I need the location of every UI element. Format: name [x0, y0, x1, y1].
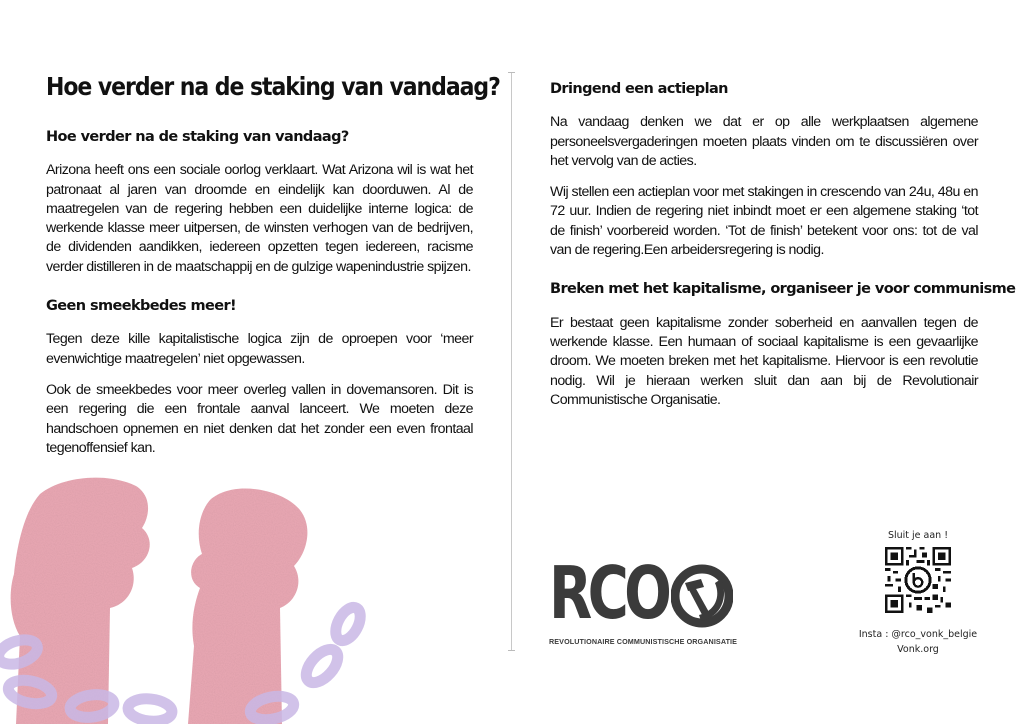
- section-heading-kapitalisme: Breken met het kapitalisme, organiseer je voor communisme: [550, 281, 1016, 298]
- paragraph-soberheid: Er bestaat geen kapitalisme zonder soberheid en aanvallen tegen de werkende klasse. Een humaan of sociaal kapitalisme is een gevaarlijke droom. We moeten breken met het kapitalisme. Hiervoor is een revolutie nodig. Wil je hieraan werken sluit dan aan bij de Revolutionair Communistische Organisatie.: [550, 314, 978, 408]
- join-heading: Sluit je aan !: [887, 530, 949, 541]
- divider-tick-top: [508, 72, 515, 73]
- logo-letters: RCO: [549, 551, 668, 635]
- right-fist-shape: [188, 489, 307, 724]
- divider-tick-bottom: [508, 650, 515, 651]
- section-heading-staking: Hoe verder na de staking van vandaag?: [46, 129, 349, 145]
- hammer-sickle-icon: [671, 563, 733, 629]
- paragraph-stakingen: Wij stellen een actieplan voor met stakingen in crescendo van 24u, 48u en 72 uur. Indien de regering niet inbindt moet er een algemene staking ‘tot de finish’ voorbereid worden. ‘Tot de finish’ betekent voor ons: tot de val van de regering.Een arbeidersregering is nodig.: [550, 184, 978, 259]
- right-column: [550, 80, 1016, 410]
- paragraph-kille-logica: Tegen deze kille kapitalistische logica zijn de oproepen voor ‘meer evenwichtige maatregelen’ niet opgewassen.: [46, 331, 473, 367]
- section-heading-smeekbedes: Geen smeekbedes meer!: [46, 298, 237, 315]
- left-fist-shape: [11, 478, 150, 724]
- website-link[interactable]: Vonk.org: [897, 644, 939, 655]
- qr-code-icon[interactable]: [885, 547, 951, 613]
- paragraph-overleg: Ook de smeekbedes voor meer overleg vallen in dovemansoren. Dit is een regering die een frontale aanval lanceert. We moeten deze handschoen opnemen en niet denken dat het zonder een even frontaal tegenoffensief kan.: [46, 381, 473, 456]
- rco-logo: [549, 551, 739, 649]
- page-title: Hoe verder na de staking van vandaag?: [46, 72, 500, 101]
- paragraph-arizona: Arizona heeft ons een sociale oorlog verklaart. Wat Arizona wil is wat het patronaat al jaren van droomde en eindelijk kan doorduwen. Al de maatregelen van de regering hebben een duidelijke interne logica: de werkende klasse meer uitpersen, de winsten verhogen van de bedrijven, de dividenden aandikken, iedereen opzetten tegen iedereen, racisme verder distilleren in de maatschappij en de gulzige wapenindustrie spijzen.: [46, 162, 473, 275]
- paragraph-na-vandaag: Na vandaag denken we dat er op alle werkplaatsen algemene personeelsvergaderingen moeten plaats vinden om te discussiëren over het vervolg van de acties.: [550, 114, 978, 169]
- column-divider: [511, 72, 512, 650]
- instagram-handle[interactable]: Insta : @rco_vonk_belgie: [858, 629, 978, 640]
- section-heading-actieplan: Dringend een actieplan: [550, 81, 728, 97]
- join-block: [848, 530, 988, 655]
- raised-fists-illustration: [0, 470, 380, 724]
- logo-subtitle: REVOLUTIONAIRE COMMUNISTISCHE ORGANISATIE: [549, 637, 738, 646]
- left-column: [46, 128, 473, 458]
